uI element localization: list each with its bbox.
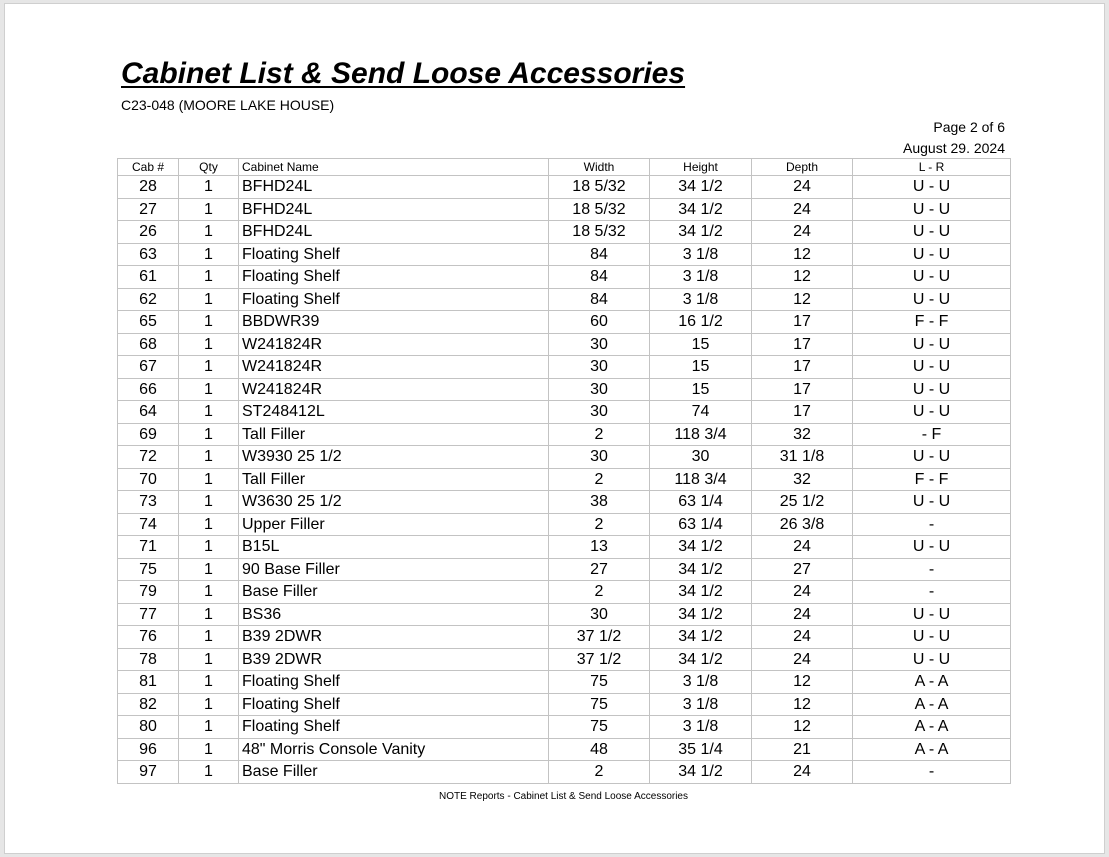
cell-qty: 1 <box>179 491 239 514</box>
header-l-r: L - R <box>853 159 1011 176</box>
cell-cabinet-name: Floating Shelf <box>239 288 549 311</box>
cell-cab-number: 27 <box>118 198 179 221</box>
cell-cabinet-name: W241824R <box>239 356 549 379</box>
cabinet-table <box>117 158 1011 784</box>
cell-qty: 1 <box>179 266 239 289</box>
cell-depth: 12 <box>752 693 853 716</box>
cell-cabinet-name: BFHD24L <box>239 198 549 221</box>
cell-qty: 1 <box>179 198 239 221</box>
table-row <box>118 468 1011 491</box>
cell-cab-number: 71 <box>118 536 179 559</box>
cell-depth: 31 1/8 <box>752 446 853 469</box>
cell-height: 3 1/8 <box>650 693 752 716</box>
cell-height: 34 1/2 <box>650 536 752 559</box>
cell-depth: 24 <box>752 761 853 784</box>
cell-cab-number: 74 <box>118 513 179 536</box>
cell-cabinet-name: 48" Morris Console Vanity <box>239 738 549 761</box>
cell-qty: 1 <box>179 513 239 536</box>
cell-cab-number: 81 <box>118 671 179 694</box>
cell-l-r: U - U <box>853 446 1011 469</box>
cell-height: 15 <box>650 378 752 401</box>
report-footer: NOTE Reports - Cabinet List & Send Loose Accessories <box>438 791 688 802</box>
cell-cab-number: 62 <box>118 288 179 311</box>
cell-cab-number: 77 <box>118 603 179 626</box>
cell-qty: 1 <box>179 446 239 469</box>
cell-l-r: F - F <box>853 311 1011 334</box>
cell-depth: 12 <box>752 266 853 289</box>
table-row <box>118 311 1011 334</box>
cell-height: 3 1/8 <box>650 243 752 266</box>
cell-depth: 24 <box>752 648 853 671</box>
cell-cab-number: 63 <box>118 243 179 266</box>
cell-cab-number: 64 <box>118 401 179 424</box>
cell-depth: 27 <box>752 558 853 581</box>
table-row <box>118 581 1011 604</box>
cell-qty: 1 <box>179 558 239 581</box>
cell-cab-number: 28 <box>118 176 179 199</box>
cell-width: 30 <box>549 603 650 626</box>
cell-height: 35 1/4 <box>650 738 752 761</box>
cell-width: 38 <box>549 491 650 514</box>
table-row <box>118 423 1011 446</box>
table-row <box>118 401 1011 424</box>
cell-depth: 25 1/2 <box>752 491 853 514</box>
cell-qty: 1 <box>179 243 239 266</box>
cell-depth: 12 <box>752 243 853 266</box>
cell-l-r: - <box>853 513 1011 536</box>
cell-height: 74 <box>650 401 752 424</box>
table-row <box>118 446 1011 469</box>
cell-qty: 1 <box>179 761 239 784</box>
cell-height: 3 1/8 <box>650 266 752 289</box>
cell-l-r: - <box>853 558 1011 581</box>
cell-cab-number: 61 <box>118 266 179 289</box>
report-page <box>4 3 1105 854</box>
cell-width: 30 <box>549 356 650 379</box>
cell-qty: 1 <box>179 423 239 446</box>
cell-height: 3 1/8 <box>650 288 752 311</box>
cell-qty: 1 <box>179 221 239 244</box>
cell-cab-number: 65 <box>118 311 179 334</box>
cell-height: 16 1/2 <box>650 311 752 334</box>
cell-width: 18 5/32 <box>549 176 650 199</box>
page-info <box>903 117 1005 159</box>
cell-l-r: A - A <box>853 693 1011 716</box>
cell-depth: 12 <box>752 288 853 311</box>
cell-l-r: A - A <box>853 671 1011 694</box>
cell-height: 34 1/2 <box>650 558 752 581</box>
header-height: Height <box>650 159 752 176</box>
cell-width: 30 <box>549 378 650 401</box>
cell-height: 34 1/2 <box>650 221 752 244</box>
cell-cabinet-name: BFHD24L <box>239 221 549 244</box>
cell-depth: 24 <box>752 626 853 649</box>
cell-width: 75 <box>549 716 650 739</box>
page-number: Page 2 of 6 <box>933 119 1005 135</box>
table-row <box>118 558 1011 581</box>
cell-width: 2 <box>549 581 650 604</box>
cell-cabinet-name: BFHD24L <box>239 176 549 199</box>
cell-cab-number: 79 <box>118 581 179 604</box>
cell-cab-number: 78 <box>118 648 179 671</box>
cell-depth: 32 <box>752 468 853 491</box>
cell-height: 15 <box>650 356 752 379</box>
cell-width: 37 1/2 <box>549 648 650 671</box>
table-row <box>118 671 1011 694</box>
cell-l-r: - F <box>853 423 1011 446</box>
cell-depth: 24 <box>752 221 853 244</box>
cell-cabinet-name: Floating Shelf <box>239 671 549 694</box>
cell-l-r: U - U <box>853 603 1011 626</box>
cell-cabinet-name: W3630 25 1/2 <box>239 491 549 514</box>
cell-depth: 24 <box>752 198 853 221</box>
cell-width: 2 <box>549 761 650 784</box>
cell-cab-number: 76 <box>118 626 179 649</box>
cell-l-r: U - U <box>853 356 1011 379</box>
cell-qty: 1 <box>179 648 239 671</box>
cell-width: 60 <box>549 311 650 334</box>
cell-cab-number: 80 <box>118 716 179 739</box>
table-row <box>118 513 1011 536</box>
table-row <box>118 491 1011 514</box>
report-date: August 29. 2024 <box>903 140 1005 156</box>
cell-depth: 24 <box>752 536 853 559</box>
cell-l-r: U - U <box>853 536 1011 559</box>
cell-depth: 32 <box>752 423 853 446</box>
cell-height: 34 1/2 <box>650 648 752 671</box>
cell-depth: 17 <box>752 311 853 334</box>
cell-qty: 1 <box>179 333 239 356</box>
cell-depth: 12 <box>752 716 853 739</box>
cell-width: 27 <box>549 558 650 581</box>
cell-qty: 1 <box>179 716 239 739</box>
cell-qty: 1 <box>179 738 239 761</box>
table-row <box>118 198 1011 221</box>
cell-height: 34 1/2 <box>650 581 752 604</box>
cell-cabinet-name: Floating Shelf <box>239 716 549 739</box>
cell-qty: 1 <box>179 693 239 716</box>
cell-cab-number: 82 <box>118 693 179 716</box>
table-row <box>118 626 1011 649</box>
cell-l-r: U - U <box>853 176 1011 199</box>
cell-width: 75 <box>549 671 650 694</box>
cell-depth: 21 <box>752 738 853 761</box>
cell-qty: 1 <box>179 468 239 491</box>
cell-cabinet-name: ST248412L <box>239 401 549 424</box>
cell-l-r: U - U <box>853 266 1011 289</box>
table-body <box>118 176 1011 784</box>
cell-l-r: U - U <box>853 378 1011 401</box>
table-row <box>118 648 1011 671</box>
cell-depth: 17 <box>752 333 853 356</box>
cell-width: 84 <box>549 266 650 289</box>
cell-depth: 17 <box>752 401 853 424</box>
cell-height: 34 1/2 <box>650 761 752 784</box>
cell-width: 2 <box>549 468 650 491</box>
cell-depth: 24 <box>752 581 853 604</box>
header-cabinet-name: Cabinet Name <box>239 159 549 176</box>
table-header-row <box>118 159 1011 176</box>
cell-cabinet-name: B39 2DWR <box>239 626 549 649</box>
cell-height: 15 <box>650 333 752 356</box>
cell-l-r: F - F <box>853 468 1011 491</box>
cell-cabinet-name: BBDWR39 <box>239 311 549 334</box>
table-row <box>118 738 1011 761</box>
cell-cabinet-name: B39 2DWR <box>239 648 549 671</box>
header-cab-number: Cab # <box>118 159 179 176</box>
cell-cabinet-name: Floating Shelf <box>239 693 549 716</box>
cell-cabinet-name: Upper Filler <box>239 513 549 536</box>
cell-qty: 1 <box>179 378 239 401</box>
cell-depth: 17 <box>752 378 853 401</box>
cell-cabinet-name: Tall Filler <box>239 423 549 446</box>
cell-height: 118 3/4 <box>650 468 752 491</box>
cell-height: 34 1/2 <box>650 603 752 626</box>
cell-cab-number: 96 <box>118 738 179 761</box>
cell-l-r: U - U <box>853 288 1011 311</box>
cell-l-r: A - A <box>853 738 1011 761</box>
cell-qty: 1 <box>179 536 239 559</box>
cell-cabinet-name: Tall Filler <box>239 468 549 491</box>
cell-qty: 1 <box>179 581 239 604</box>
table-row <box>118 378 1011 401</box>
cell-width: 2 <box>549 423 650 446</box>
cell-qty: 1 <box>179 176 239 199</box>
cell-cabinet-name: W3930 25 1/2 <box>239 446 549 469</box>
cell-qty: 1 <box>179 671 239 694</box>
cell-height: 34 1/2 <box>650 626 752 649</box>
cell-depth: 24 <box>752 603 853 626</box>
cell-cabinet-name: Base Filler <box>239 581 549 604</box>
cell-height: 118 3/4 <box>650 423 752 446</box>
cell-cab-number: 75 <box>118 558 179 581</box>
header-depth: Depth <box>752 159 853 176</box>
table-row <box>118 221 1011 244</box>
cell-width: 18 5/32 <box>549 221 650 244</box>
cell-cab-number: 26 <box>118 221 179 244</box>
cell-width: 48 <box>549 738 650 761</box>
cell-cabinet-name: 90 Base Filler <box>239 558 549 581</box>
cell-cabinet-name: B15L <box>239 536 549 559</box>
cell-depth: 26 3/8 <box>752 513 853 536</box>
cell-l-r: U - U <box>853 221 1011 244</box>
cell-cab-number: 72 <box>118 446 179 469</box>
cell-height: 3 1/8 <box>650 671 752 694</box>
cell-l-r: - <box>853 761 1011 784</box>
table-row <box>118 288 1011 311</box>
table-row <box>118 266 1011 289</box>
table-row <box>118 761 1011 784</box>
cell-qty: 1 <box>179 356 239 379</box>
table-row <box>118 333 1011 356</box>
cell-width: 84 <box>549 243 650 266</box>
cell-width: 30 <box>549 333 650 356</box>
cell-cab-number: 67 <box>118 356 179 379</box>
table-row <box>118 243 1011 266</box>
cell-l-r: U - U <box>853 401 1011 424</box>
cell-cab-number: 70 <box>118 468 179 491</box>
cell-height: 3 1/8 <box>650 716 752 739</box>
cell-height: 34 1/2 <box>650 176 752 199</box>
cell-width: 75 <box>549 693 650 716</box>
cell-depth: 12 <box>752 671 853 694</box>
cell-height: 34 1/2 <box>650 198 752 221</box>
table-row <box>118 536 1011 559</box>
header-qty: Qty <box>179 159 239 176</box>
project-subtitle: C23-048 (MOORE LAKE HOUSE) <box>121 97 335 113</box>
cell-l-r: U - U <box>853 491 1011 514</box>
cell-cab-number: 68 <box>118 333 179 356</box>
cell-width: 13 <box>549 536 650 559</box>
cell-height: 63 1/4 <box>650 513 752 536</box>
cell-l-r: A - A <box>853 716 1011 739</box>
cell-width: 30 <box>549 446 650 469</box>
header-width: Width <box>549 159 650 176</box>
cell-width: 2 <box>549 513 650 536</box>
cell-qty: 1 <box>179 311 239 334</box>
cell-qty: 1 <box>179 626 239 649</box>
cell-cabinet-name: BS36 <box>239 603 549 626</box>
cell-height: 63 1/4 <box>650 491 752 514</box>
cell-l-r: U - U <box>853 648 1011 671</box>
cell-height: 30 <box>650 446 752 469</box>
cell-l-r: U - U <box>853 626 1011 649</box>
cell-qty: 1 <box>179 603 239 626</box>
cell-cabinet-name: Base Filler <box>239 761 549 784</box>
cell-cabinet-name: Floating Shelf <box>239 243 549 266</box>
table-row <box>118 716 1011 739</box>
cell-l-r: U - U <box>853 333 1011 356</box>
cell-qty: 1 <box>179 401 239 424</box>
cell-l-r: U - U <box>853 198 1011 221</box>
cell-cabinet-name: Floating Shelf <box>239 266 549 289</box>
cell-width: 84 <box>549 288 650 311</box>
cell-l-r: U - U <box>853 243 1011 266</box>
cell-cab-number: 73 <box>118 491 179 514</box>
cell-cab-number: 66 <box>118 378 179 401</box>
cell-cab-number: 97 <box>118 761 179 784</box>
cell-cab-number: 69 <box>118 423 179 446</box>
cell-cabinet-name: W241824R <box>239 333 549 356</box>
cell-l-r: - <box>853 581 1011 604</box>
cell-qty: 1 <box>179 288 239 311</box>
cell-width: 18 5/32 <box>549 198 650 221</box>
cell-depth: 24 <box>752 176 853 199</box>
table-row <box>118 176 1011 199</box>
table-row <box>118 356 1011 379</box>
cell-cabinet-name: W241824R <box>239 378 549 401</box>
cell-width: 37 1/2 <box>549 626 650 649</box>
cell-width: 30 <box>549 401 650 424</box>
table-row <box>118 693 1011 716</box>
report-title: Cabinet List & Send Loose Accessories <box>121 57 686 90</box>
table-row <box>118 603 1011 626</box>
cell-depth: 17 <box>752 356 853 379</box>
